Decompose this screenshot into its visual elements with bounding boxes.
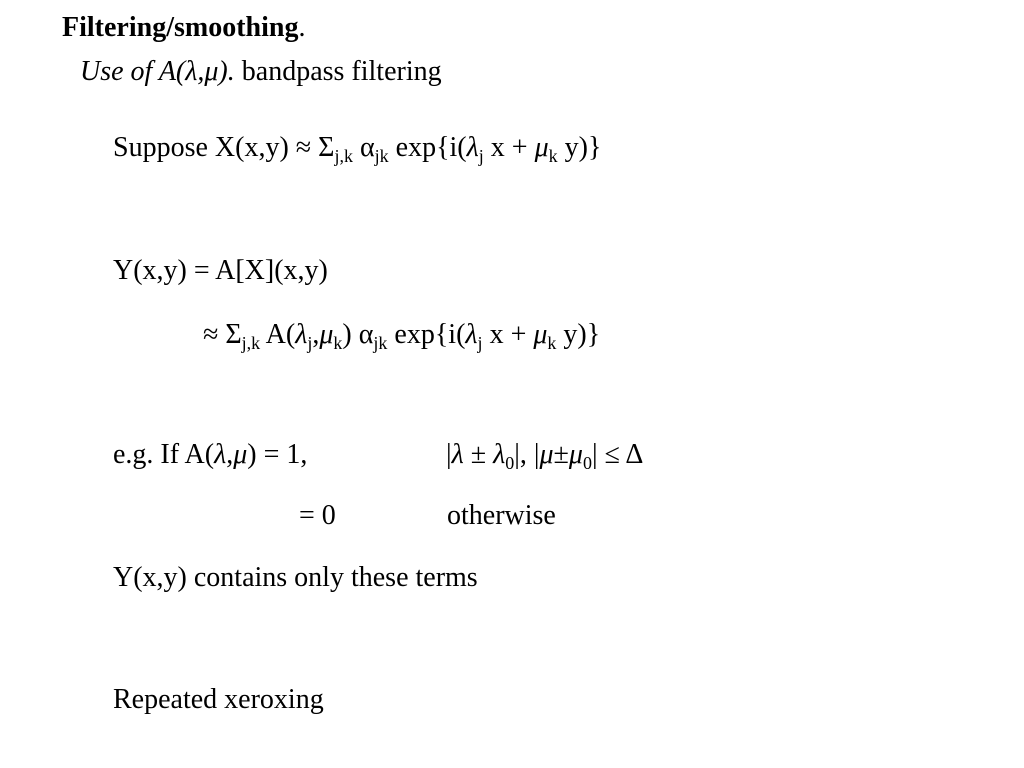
eq3-lambda2-sub: j bbox=[477, 333, 483, 353]
eq1-sigma-sub: j,k bbox=[334, 146, 353, 166]
eq3-lambda1-sub: j bbox=[307, 333, 313, 353]
equation-suppose bbox=[113, 132, 602, 166]
eq5-equals-zero: = 0 bbox=[299, 500, 336, 531]
title-period: . bbox=[298, 12, 306, 43]
eq4-mu: μ bbox=[233, 439, 248, 470]
eq3-exp-start: exp{i( bbox=[387, 319, 466, 350]
cond-pm2: ± bbox=[553, 439, 569, 470]
equation-example-condition bbox=[446, 439, 644, 473]
equation-example-if bbox=[113, 441, 307, 469]
eq3-lambda1: λ bbox=[295, 319, 308, 350]
text-contains-terms bbox=[113, 564, 478, 592]
eq3-a-open: A( bbox=[260, 319, 296, 350]
eq1-end: y)} bbox=[557, 132, 602, 163]
eq5-otherwise: otherwise bbox=[447, 500, 556, 531]
cond-mu0: μ bbox=[568, 439, 583, 470]
eq4-comma: , bbox=[226, 439, 234, 470]
cond-lambda0-sub: 0 bbox=[505, 453, 515, 473]
line7-text: Repeated xeroxing bbox=[113, 684, 324, 715]
eq3-comma: , bbox=[312, 319, 320, 350]
subtitle-rest: bandpass filtering bbox=[234, 56, 442, 87]
eq3-sigma: Σ bbox=[218, 319, 242, 350]
eq1-mu: μ bbox=[534, 132, 549, 163]
eq3-mid: x + bbox=[482, 319, 534, 350]
slide-title bbox=[62, 14, 305, 42]
eq3-approx: ≈ bbox=[203, 319, 219, 350]
eq1-lambda-sub: j bbox=[478, 146, 484, 166]
eq4-lead: e.g. If A( bbox=[113, 439, 215, 470]
cond-close: | bbox=[591, 439, 605, 470]
subtitle-italic: Use of A(λ,μ). bbox=[80, 56, 235, 87]
equation-otherwise bbox=[447, 502, 556, 530]
cond-sep: |, | bbox=[514, 439, 540, 470]
eq3-mu2-sub: k bbox=[547, 333, 557, 353]
eq1-exp-start: exp{i( bbox=[388, 132, 467, 163]
eq3-end: y)} bbox=[556, 319, 601, 350]
eq2-text: Y(x,y) = A[X](x,y) bbox=[113, 255, 328, 286]
eq4-equals-one: ) = 1, bbox=[247, 439, 308, 470]
eq3-lambda2: λ bbox=[465, 319, 478, 350]
eq1-sigma: Σ bbox=[311, 132, 335, 163]
equation-y-expansion bbox=[203, 319, 601, 353]
equation-y-def bbox=[113, 257, 328, 285]
eq1-alpha: α bbox=[352, 132, 375, 163]
eq1-mu-sub: k bbox=[548, 146, 558, 166]
eq3-mu1-sub: k bbox=[333, 333, 343, 353]
cond-open: | bbox=[446, 439, 452, 470]
cond-lambda0: λ bbox=[493, 439, 506, 470]
eq4-lambda: λ bbox=[214, 439, 227, 470]
eq3-a-close: ) bbox=[342, 319, 352, 350]
cond-leq: ≤ bbox=[604, 439, 620, 470]
eq1-lambda: λ bbox=[466, 132, 479, 163]
eq1-lead: Suppose X(x,y) bbox=[113, 132, 296, 163]
eq3-mu1: μ bbox=[319, 319, 334, 350]
eq3-sigma-sub: j,k bbox=[241, 333, 261, 353]
eq3-alpha: α bbox=[351, 319, 374, 350]
line6-text: Y(x,y) contains only these terms bbox=[113, 562, 478, 593]
cond-mu0-sub: 0 bbox=[582, 453, 592, 473]
cond-mu: μ bbox=[539, 439, 554, 470]
title-text: Filtering/smoothing bbox=[62, 12, 299, 43]
slide-subtitle bbox=[80, 58, 442, 86]
cond-lambda: λ bbox=[451, 439, 464, 470]
eq1-alpha-sub: jk bbox=[374, 146, 389, 166]
eq3-mu2: μ bbox=[533, 319, 548, 350]
cond-pm: ± bbox=[463, 439, 494, 470]
eq1-approx: ≈ bbox=[295, 132, 312, 163]
equation-zero bbox=[299, 502, 336, 530]
cond-delta: Δ bbox=[619, 439, 644, 470]
eq3-alpha-sub: jk bbox=[373, 333, 388, 353]
eq1-mid: x + bbox=[483, 132, 535, 163]
text-repeated-xeroxing bbox=[113, 686, 324, 714]
